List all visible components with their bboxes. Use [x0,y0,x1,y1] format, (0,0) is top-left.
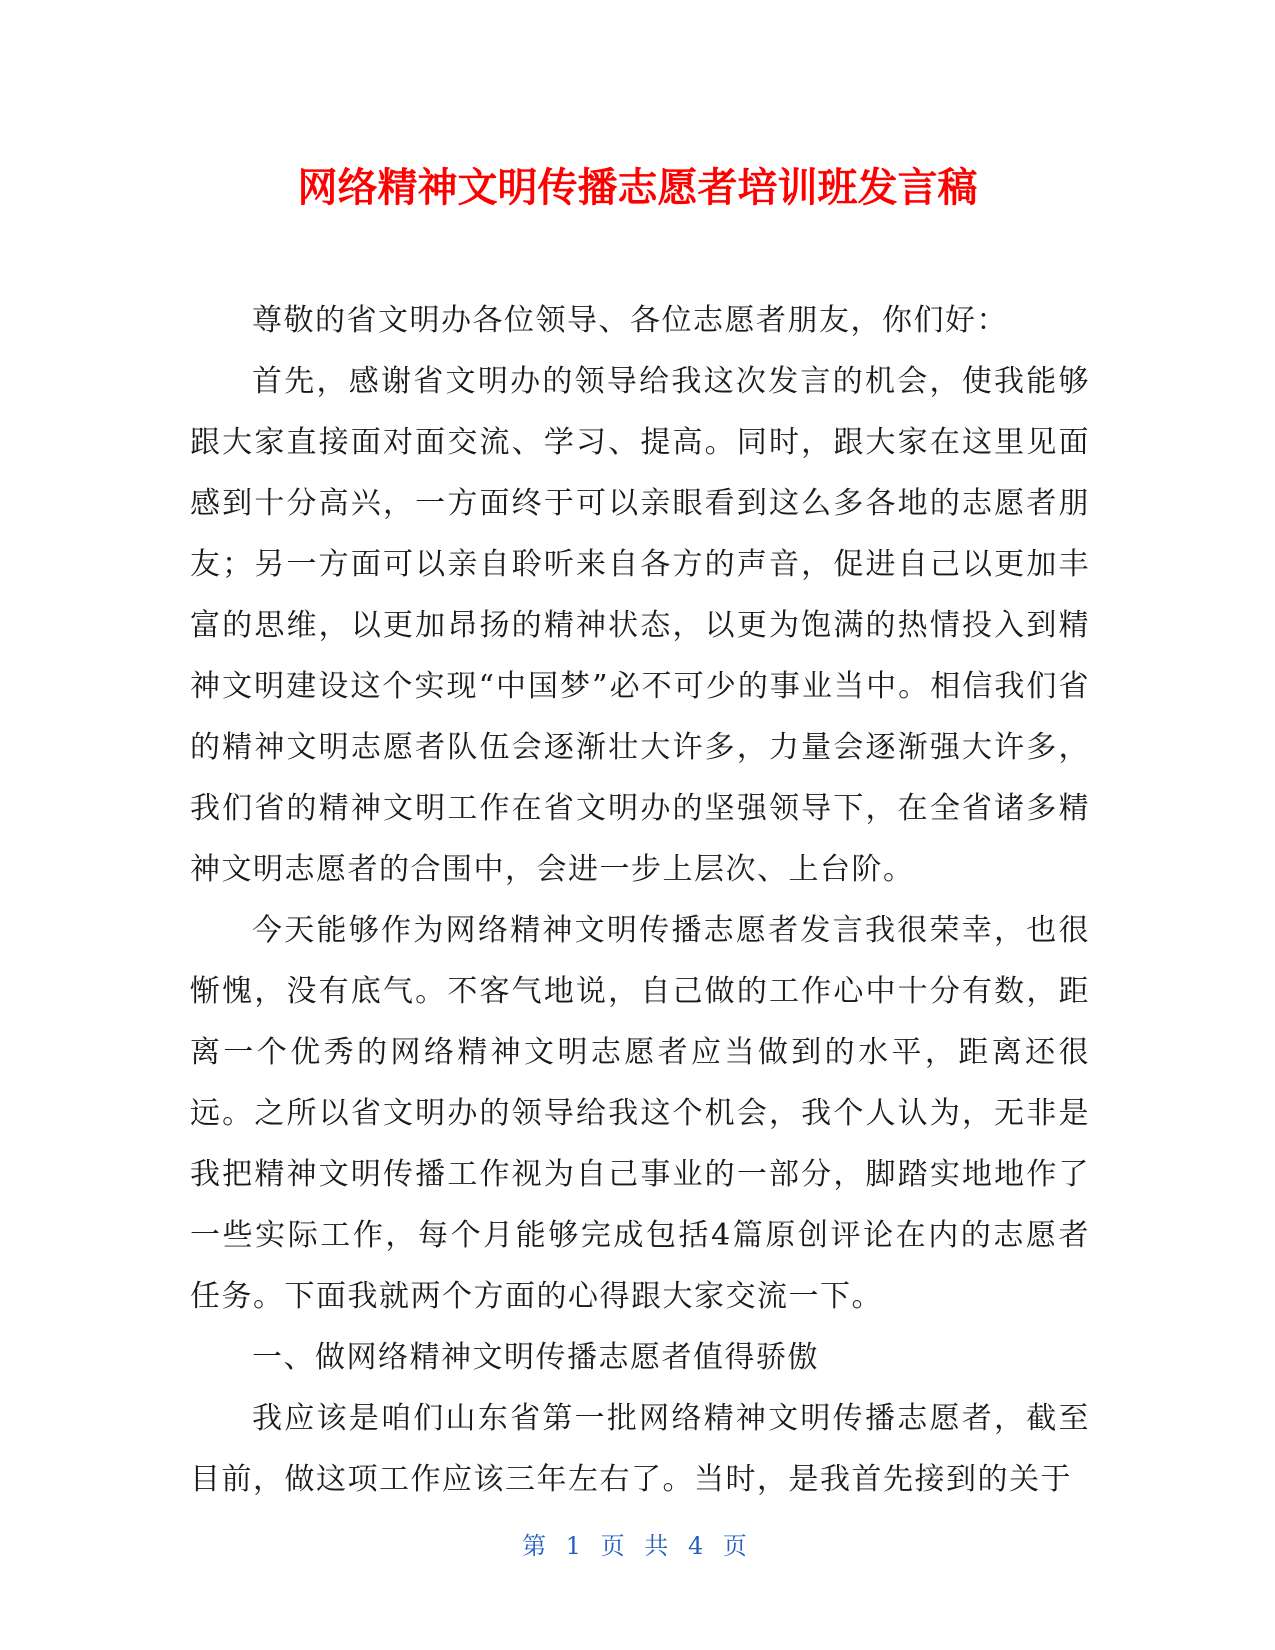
paragraph-section-1: 我应该是咱们山东省第一批网络精神文明传播志愿者，截至目前，做这项工作应该三年左右了。当时，是我首先接到的关于 [190,1401,1090,1497]
paragraph-thanks: 首先，感谢省文明办的领导给我这次发言的机会，使我能够跟大家直接面对面交流、学习、提高。同时，跟大家在这里见面感到十分高兴，一方面终于可以亲眼看到这么多各地的志愿者朋友；另一方面可以亲自聆听来自各方的声音，促进自己以更加丰富的思维，以更加昂扬的精神状态，以更为饱满的热情投入到精神文明建设这个实现“中国梦”必不可少的事业当中。相信我们省的精神文明志愿者队伍会逐渐壮大许多，力量会逐渐强大许多，我们省的精神文明工作在省文明办的坚强领导下，在全省诸多精神文明志愿者的合围中，会进一步上层次、上台阶。 [190,364,1090,887]
paragraph-honor: 今天能够作为网络精神文明传播志愿者发言我很荣幸，也很惭愧，没有底气。不客气地说，自己做的工作心中十分有数，距离一个优秀的网络精神文明志愿者应当做到的水平，距离还很远。之所以省文明办的领导给我这个机会，我个人认为，无非是我把精神文明传播工作视为自己事业的一部分，脚踏实地地作了一些实际工作，每个月能够完成包括4篇原创评论在内的志愿者任务。下面我就两个方面的心得跟大家交流一下。 [190,913,1090,1314]
page-number-footer: 第 1 页 共 4 页 [522,1532,753,1560]
paragraph-greeting: 尊敬的省文明办各位领导、各位志愿者朋友，你们好： [252,303,1008,338]
document-body [190,290,1090,1510]
document-title: 网络精神文明传播志愿者培训班发言稿 [297,165,978,211]
section-heading-1: 一、做网络精神文明传播志愿者值得骄傲 [252,1340,819,1375]
